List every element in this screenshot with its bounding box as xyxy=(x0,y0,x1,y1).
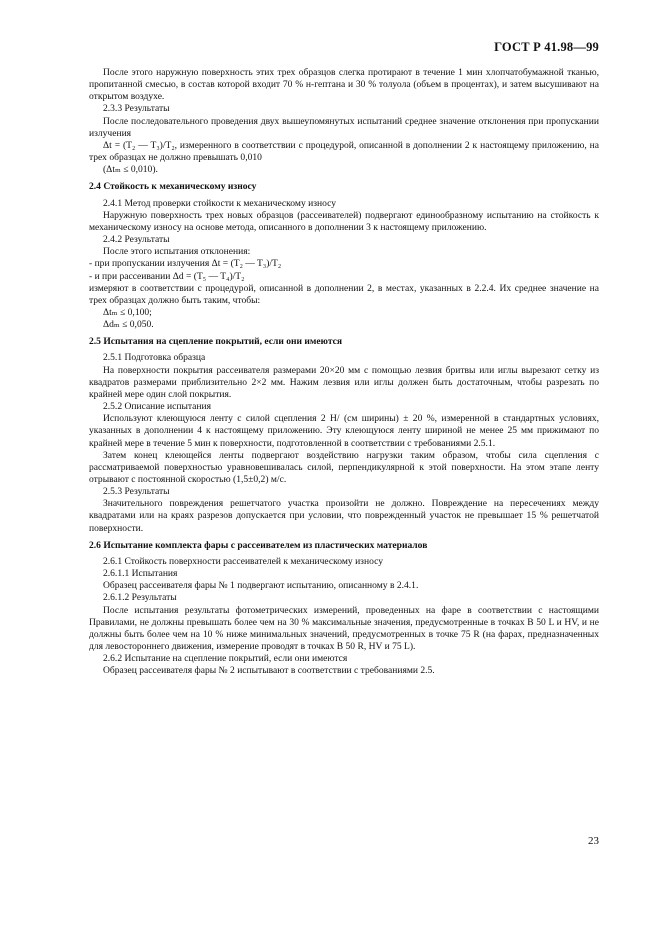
paragraph-results-intro: После последовательного проведения двух вышеупомянутых испытаний среднее значение отклонения при пропускании излучения xyxy=(89,115,599,139)
section-2-4-title: 2.4 Стойкость к механическому износу xyxy=(89,181,257,193)
heading-2-4-1: 2.4.1 Метод проверки стойкости к механическому износу xyxy=(103,197,336,209)
heading-2-5-3: 2.5.3 Результаты xyxy=(103,486,170,498)
list-item-transmission: - при пропускании излучения Δt = (T₂ — T₃)/T₂ xyxy=(89,258,282,270)
heading-2-5-1: 2.5.1 Подготовка образца xyxy=(103,352,206,364)
body-text xyxy=(89,67,599,678)
paragraph-wear-method: Наружную поверхность трех новых образцов (рассеивателей) подвергают единообразному испытанию на стойкость к механическому износу на основе метода, описанного в дополнении 3 к настоящему приложению. xyxy=(89,209,599,233)
formula-mean-limit: (Δtₘ ≤ 0,010). xyxy=(103,164,158,176)
formula-dt-limit: Δtₘ ≤ 0,100; xyxy=(103,306,152,318)
paragraph-sample-1-test: Образец рассеивателя фары № 1 подвергают испытанию, описанному в 2.4.1. xyxy=(103,580,419,592)
heading-2-6-1: 2.6.1 Стойкость поверхности рассеивателей к механическому износу xyxy=(103,555,383,567)
paragraph-adhesion-results: Значительного повреждения решетчатого участка произойти не должно. Повреждение на пересечениях между квадратами или на краях разрезов допускается при условии, что поврежденный участок не превышает 15 % решетчатой поверхности. xyxy=(89,498,599,534)
paragraph-sample-prep: На поверхности покрытия рассеивателя размерами 20×20 мм с помощью лезвия бритвы или иглы вырезают сетку из квадратов размерами приблизительно 2×2 мм. Нажим лезвия или иглы должен быть достаточным, чтобы разрезать по крайней мере один слой покрытия. xyxy=(89,364,599,400)
paragraph-transmission-formula: Δt = (T₂ — T₃)/T₂, измеренного в соответствии с процедурой, описанной в дополнении 2 к настоящему приложению, на трех образцах не должно превышать 0,010 xyxy=(89,139,599,164)
heading-2-5-2: 2.5.2 Описание испытания xyxy=(103,401,212,413)
heading-2-3-3: 2.3.3 Результаты xyxy=(103,103,170,115)
list-item-scattering: - и при рассеивании Δd = (T₅ — T₄)/T₂ xyxy=(89,270,245,282)
paragraph-wipe-procedure: После этого наружную поверхность этих трех образцов слегка протирают в течение 1 мин хлопчатобумажной тканью, пропитанной смесью, в состав которой входит 70 % н-гептана и 30 % толуола (объем в процентах), и затем высушивают на открытом воздухе. xyxy=(89,67,599,103)
section-2-5-title: 2.5 Испытания на сцепление покрытий, если они имеются xyxy=(89,336,343,348)
paragraph-tape-pull: Затем конец клеющейся ленты подвергают воздействию нагрузки таким образом, чтобы сила сцепления с рассматриваемой поверхностью уравновешивалась силой, перпендикулярной к этой поверхности. На этом этапе ленту отрывают с постоянной скоростью (1,5±0,2) м/с. xyxy=(89,449,599,485)
paragraph-measure-procedure: измеряют в соответствии с процедурой, описанной в дополнении 2, в местах, указанных в 2.2.4. Их среднее значение на трех образцах должно быть таким, чтобы: xyxy=(89,282,599,306)
heading-2-4-2: 2.4.2 Результаты xyxy=(103,234,170,246)
paragraph-sample-2-test: Образец рассеивателя фары № 2 испытывают в соответствии с требованиями 2.5. xyxy=(103,665,435,677)
heading-2-6-1-2: 2.6.1.2 Результаты xyxy=(103,592,177,604)
heading-2-6-2: 2.6.2 Испытание на сцепление покрытий, если они имеются xyxy=(103,653,348,665)
paragraph-adhesive-tape: Используют клеющуюся ленту с силой сцепления 2 Н/ (см ширины) ± 20 %, измеренной в стандартных условиях, указанных в дополнении 4 к настоящему приложению. Эту клеющуюся ленту шириной не менее 25 мм прижимают по крайней мере в течение 5 мин к поверхности, подготовленной в соответствии с требованиями 2.5.1. xyxy=(89,413,599,449)
paragraph-photometric-results: После испытания результаты фотометрических измерений, проведенных на фаре в соответствии с настоящими Правилами, не должны превышать более чем на 30 % максимальные значения, предусмотренные в точках B 50 L и HV, и не должны быть более чем на 10 % ниже минимальных значений, предусмотренных в точке 75 R (на фарах, предназначенных для левостороннего движения, измерение проводят в точках B 50 R, HV и 75 L). xyxy=(89,604,599,653)
heading-2-6-1-1: 2.6.1.1 Испытания xyxy=(103,568,178,580)
formula-dd-limit: Δdₘ ≤ 0,050. xyxy=(103,319,154,331)
standard-header: ГОСТ Р 41.98—99 xyxy=(494,40,599,54)
page-number: 23 xyxy=(588,835,599,847)
paragraph-deviations-intro: После этого испытания отклонения: xyxy=(103,246,251,258)
section-2-6-title: 2.6 Испытание комплекта фары с рассеивателем из пластических материалов xyxy=(89,539,428,551)
